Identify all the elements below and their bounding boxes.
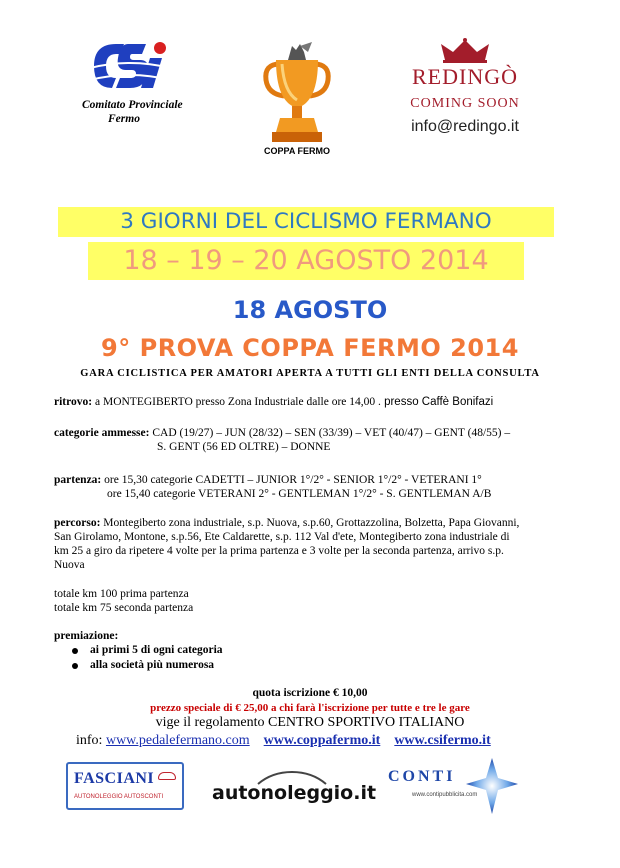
- partenza-line1: [54, 473, 482, 487]
- ritrovo-label: ritrovo:: [54, 396, 93, 408]
- conti-name: CONTI: [388, 768, 456, 785]
- totale-seconda: totale km 75 seconda partenza: [54, 602, 194, 614]
- conti-logo: [388, 758, 548, 818]
- categorie-label: categorie ammesse:: [54, 427, 150, 439]
- ritrovo-line: [54, 395, 493, 409]
- coppa-fermo-label: COPPA FERMO: [263, 146, 330, 156]
- premiazione-list: [68, 643, 223, 673]
- car-icon: [158, 772, 176, 780]
- link-coppafermo[interactable]: www.coppafermo.it: [263, 733, 381, 748]
- info-label: info:: [76, 733, 106, 748]
- race-day: 18 AGOSTO: [232, 296, 388, 324]
- fasciani-sub: AUTONOLEGGIO AUTOSCONTI: [74, 794, 164, 800]
- crown-icon: [375, 38, 555, 64]
- list-item: alla società più numerosa: [68, 658, 223, 673]
- redingo-email: info@redingo.it: [411, 118, 519, 135]
- csi-caption-line1: Comitato Provinciale: [82, 99, 183, 111]
- regolamento: vige il regolamento CENTRO SPORTIVO ITALIANO: [155, 715, 465, 730]
- race-title: 9° PROVA COPPA FERMO 2014: [101, 334, 519, 362]
- percorso-line1: [54, 516, 519, 530]
- autonoleggio-text: autonoleggio.it: [212, 782, 377, 804]
- partenza-text1: ore 15,30 categorie CADETTI – JUNIOR 1°/2° - SENIOR 1°/2° - VETERANI 1°: [101, 474, 482, 486]
- redingo-name: REDINGÒ: [412, 64, 518, 89]
- csi-caption-line2: Fermo: [108, 113, 140, 125]
- ritrovo-text: a MONTEGIBERTO presso Zona Industriale dalle ore 14,00 .: [92, 396, 381, 408]
- premiazione-label: premiazione:: [54, 630, 119, 642]
- csi-logo: [82, 40, 192, 132]
- percorso-text1: Montegiberto zona industriale, s.p. Nuova, s.p.60, Grottazzolina, Bolzetta, Papa Giovanni,: [100, 517, 520, 529]
- conti-url: www.contipubblicita.com: [412, 792, 478, 798]
- categorie-line1: [54, 426, 510, 440]
- partenza-label: partenza:: [54, 474, 102, 486]
- totale-prima: totale km 100 prima partenza: [54, 588, 189, 600]
- info-line: [76, 734, 491, 748]
- percorso-line4: Nuova: [54, 559, 85, 571]
- csi-mark-icon: [90, 40, 170, 92]
- star-burst-icon: [388, 758, 548, 818]
- ritrovo-extra: presso Caffè Bonifazi: [380, 396, 494, 408]
- fasciani-logo: [66, 762, 184, 810]
- quota-iscrizione: quota iscrizione € 10,00: [252, 687, 368, 699]
- redingo-logo: [375, 38, 555, 150]
- list-item: ai primi 5 di ogni categoria: [68, 643, 223, 658]
- link-pedalefermano[interactable]: www.pedalefermano.com: [105, 733, 250, 748]
- link-csifermo[interactable]: www.csifermo.it: [394, 733, 491, 748]
- partenza-line2: ore 15,40 categorie VETERANI 2° - GENTLEMAN 1°/2° - S. GENTLEMAN A/B: [107, 488, 492, 500]
- categorie-line2: S. GENT (56 ED OLTRE) – DONNE: [157, 441, 331, 453]
- event-dates-banner: [88, 242, 524, 280]
- redingo-tagline: COMING SOON: [410, 96, 520, 111]
- event-title-banner: [58, 207, 554, 237]
- autonoleggio-logo: [212, 770, 377, 814]
- race-subtitle: GARA CICLISTICA PER AMATORI APERTA A TUTTI GLI ENTI DELLA CONSULTA: [80, 368, 540, 379]
- prezzo-speciale: prezzo speciale di € 25,00 a chi farà l'iscrizione per tutte e tre le gare: [150, 702, 470, 714]
- event-dates: 18 – 19 – 20 AGOSTO 2014: [123, 245, 489, 276]
- fasciani-name: FASCIANI: [74, 770, 155, 787]
- percorso-line2: San Girolamo, Montone, s.p.56, Ete Caldarette, s.p. 112 Val d'ete, Montegiberto zona industriale di: [54, 531, 510, 543]
- event-title: 3 GIORNI DEL CICLISMO FERMANO: [120, 209, 492, 234]
- coppa-fermo-logo: [258, 42, 336, 160]
- categorie-text1: CAD (19/27) – JUN (28/32) – SEN (33/39) – VET (40/47) – GENT (48/55) –: [149, 427, 511, 439]
- percorso-label: percorso:: [54, 517, 101, 529]
- percorso-line3: km 25 a giro da ripetere 4 volte per la prima partenza e 3 volte per la seconda partenza, arrivo s.p.: [54, 545, 504, 557]
- trophy-icon: [258, 42, 336, 144]
